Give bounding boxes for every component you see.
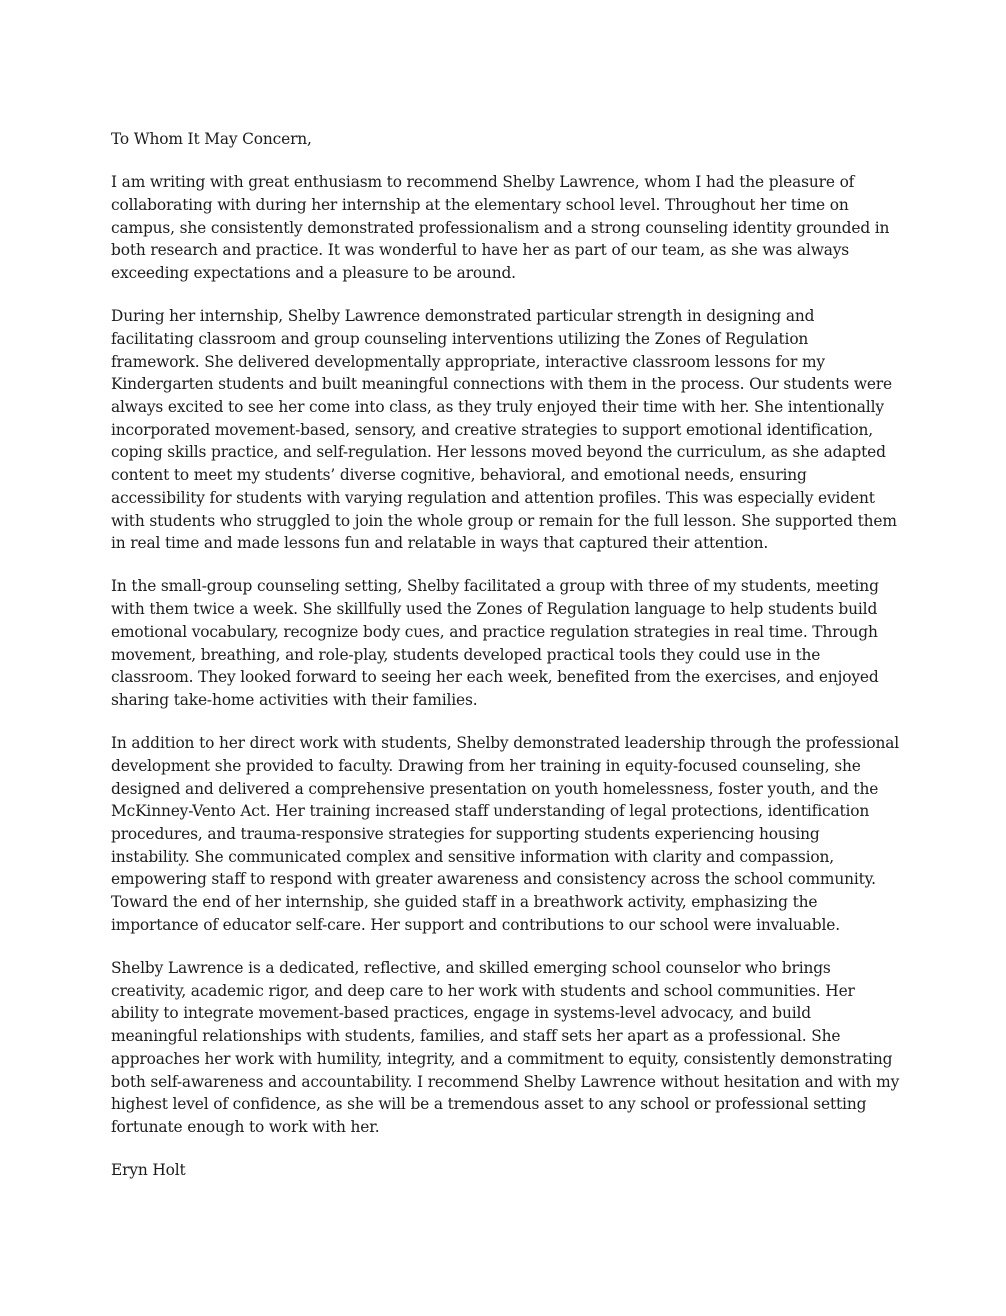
letter-paragraph: Shelby Lawrence is a dedicated, reflective, and skilled emerging school counselor who brings creativity, academic rigor, and deep care to her work with students and school communities. Her ability to integrate movement-based practices, engage in systems-level advocacy, and build meaningful relationships with students, families, and staff sets her apart as a professional. She approaches her work with humility, integrity, and a commitment to equity, consistently demonstrating both self-awareness and accountability. I recommend Shelby Lawrence without hesitation and with my highest level of confidence, as she will be a tremendous asset to any school or professional setting fortunate enough to work with her. bbox=[111, 959, 900, 1136]
letter-signature: Eryn Holt bbox=[111, 1161, 186, 1180]
letter-paragraph: During her internship, Shelby Lawrence demonstrated particular strength in designing and facilitating classroom and group counseling interventions utilizing the Zones of Regulation framework. She delivered developmentally appropriate, interactive classroom lessons for my Kindergarten students and built meaningful connections with them in the process. Our students were always excited to see her come into class, as they truly enjoyed their time with her. She intentionally incorporated movement-based, sensory, and creative strategies to support emotional identification, coping skills practice, and self-regulation. Her lessons moved beyond the curriculum, as she adapted content to meet my students’ diverse cognitive, behavioral, and emotional needs, ensuring accessibility for students with varying regulation and attention profiles. This was especially evident with students who struggled to join the whole group or remain for the full lesson. She supported them in real time and made lessons fun and relatable in ways that captured their attention. bbox=[111, 307, 897, 553]
letter-paragraph: I am writing with great enthusiasm to recommend Shelby Lawrence, whom I had the pleasure of collaborating with during her internship at the elementary school level. Throughout her time on campus, she consistently demonstrated professionalism and a strong counseling identity grounded in both research and practice. It was wonderful to have her as part of our team, as she was always exceeding expectations and a pleasure to be around. bbox=[111, 173, 890, 283]
letter-paragraph: In the small-group counseling setting, Shelby facilitated a group with three of my students, meeting with them twice a week. She skillfully used the Zones of Regulation language to help students build emotional vocabulary, recognize body cues, and practice regulation strategies in real time. Through movement, breathing, and role-play, students developed practical tools they could use in the classroom. They looked forward to seeing her each week, benefited from the exercises, and enjoyed sharing take-home activities with their families. bbox=[111, 577, 879, 709]
letter-greeting: To Whom It May Concern, bbox=[111, 130, 312, 148]
letter-paragraph: In addition to her direct work with students, Shelby demonstrated leadership through the professional development she provided to faculty. Drawing from her training in equity-focused counseling, she designed and delivered a comprehensive presentation on youth homelessness, foster youth, and the McKinney-Vento Act. Her training increased staff understanding of legal protections, identification procedures, and trauma-responsive strategies for supporting students experiencing housing instability. She communicated complex and sensitive information with clarity and compassion, empowering staff to respond with greater awareness and consistency across the school community. Toward the end of her internship, she guided staff in a breathwork activity, emphasizing the importance of educator self-care. Her support and contributions to our school were invaluable. bbox=[111, 734, 900, 934]
recommendation-letter bbox=[111, 128, 901, 1182]
